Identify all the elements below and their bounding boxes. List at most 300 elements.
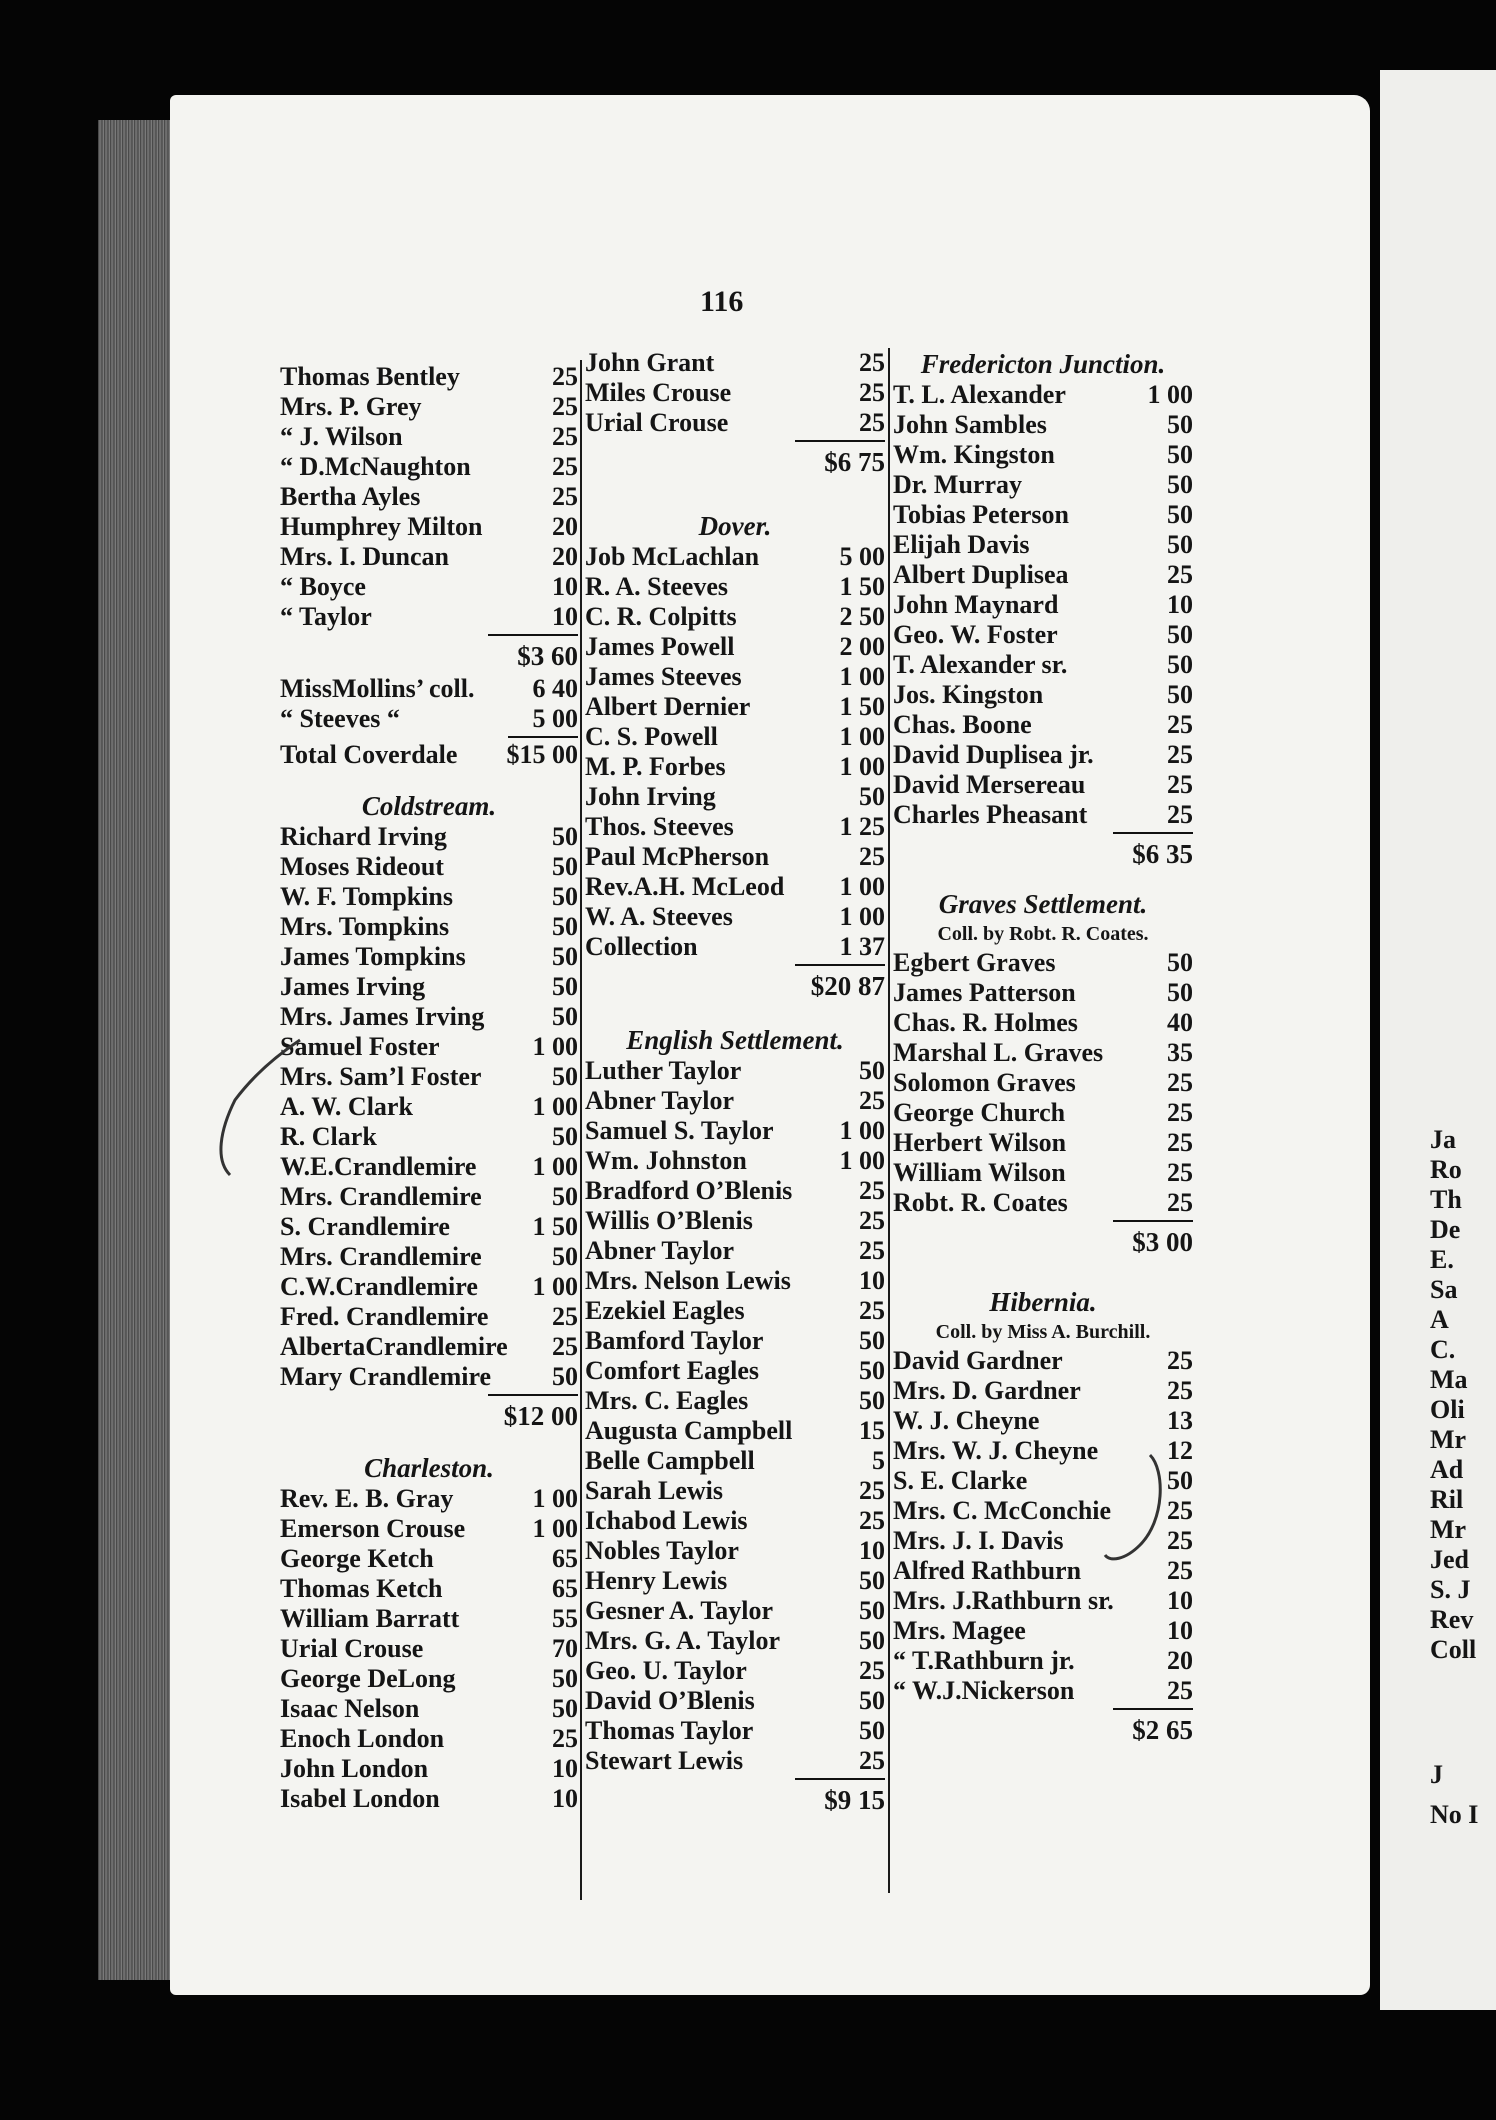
entry-row [585,1626,885,1656]
entry-row [585,1116,885,1146]
column-left [280,362,578,1814]
entry-name: Nobles Taylor [585,1536,739,1565]
entry-name: Augusta Campbell [585,1416,793,1445]
entry-amount: 25 [859,1296,885,1325]
entry-row [585,602,885,632]
entry-name: John London [280,1754,429,1783]
rule [795,1778,885,1780]
entry-row [893,1188,1193,1218]
entry-row [280,1302,578,1332]
entry-row [585,378,885,408]
facing-page-fragment [1380,70,1496,2010]
entry-row [893,620,1193,650]
section-total: $20 87 [810,971,885,1001]
entry-row [893,1346,1193,1376]
section-total: $6 35 [1132,839,1193,869]
entry-amount: 2 50 [839,602,885,631]
entry-amount: 25 [859,842,885,871]
entry-row [280,942,578,972]
entry-row [280,1272,578,1302]
entry-amount: 1 00 [839,1116,885,1145]
entry-name: John Irving [585,782,716,811]
entry-name: S. E. Clarke [893,1466,1028,1495]
entry-amount: 10 [552,572,578,601]
entry-amount: 5 [872,1446,885,1475]
entry-name: Thomas Bentley [280,362,460,391]
entry-row [585,1176,885,1206]
total-coverdale: Total Coverdale $15 00 [280,740,578,769]
entry-name: Samuel Foster [280,1032,440,1061]
entry-amount: 50 [1167,620,1193,649]
entry-row [893,440,1193,470]
entry-row [585,1476,885,1506]
fragment: J [1430,1760,1443,1789]
entry-amount: 1 50 [839,572,885,601]
entry-name: Job McLachlan [585,542,760,571]
entry-row [585,842,885,872]
entry-row [893,650,1193,680]
entry-name: David O’Blenis [585,1686,755,1715]
entry-row [585,1746,885,1776]
entry-name: George Ketch [280,1544,434,1573]
entry-name: Comfort Eagles [585,1356,760,1385]
column-divider [580,360,582,1900]
fragment: C. [1430,1335,1456,1364]
section-heading: English Settlement. [626,1025,844,1055]
entry-amount: 1 00 [532,1152,578,1181]
entry-amount: 50 [552,1664,578,1693]
entry-row [280,1544,578,1574]
entry-amount: 50 [859,1626,885,1655]
entry-row [585,872,885,902]
entry-amount: 25 [552,1302,578,1331]
section-heading: Coldstream. [361,791,497,821]
entry-name: S. Crandlemire [280,1212,450,1241]
entry-amount: 50 [552,1122,578,1151]
entry-amount: 1 00 [839,1146,885,1175]
entry-name: Mrs. Crandlemire [280,1242,482,1271]
entry-name: Mrs. C. McConchie [893,1496,1112,1525]
entry-name: Mrs. James Irving [280,1002,485,1031]
entry-row [585,902,885,932]
entry-row [585,692,885,722]
entry-name: R. Clark [280,1122,377,1151]
entry-amount: 25 [859,348,885,377]
entry-name: David Duplisea jr. [893,740,1094,769]
entry-row [893,560,1193,590]
entry-row [280,1062,578,1092]
entry-row [893,500,1193,530]
entry-name: “ W.J.Nickerson [893,1676,1075,1705]
entry-amount: 50 [859,1356,885,1385]
entry-row [280,1514,578,1544]
entry-row [585,408,885,438]
section-total: $12 00 [503,1401,578,1431]
entry-name: Albert Duplisea [893,560,1069,589]
entry-name: W. A. Steeves [585,902,733,931]
entry-amount: 15 [859,1416,885,1445]
entry-name: Mrs. Magee [893,1616,1026,1645]
entry-amount: 10 [859,1266,885,1295]
entry-row [893,1038,1193,1068]
entry-row [585,1536,885,1566]
entry-row [280,1634,578,1664]
rule [795,440,885,442]
entry-name: Isaac Nelson [280,1694,420,1723]
entry-row [280,512,578,542]
entry-row [893,680,1193,710]
entry-amount: 25 [552,1724,578,1753]
entry-amount: 50 [1167,410,1193,439]
entry-name: Tobias Peterson [893,500,1069,529]
entry-name: Humphrey Milton [280,512,483,541]
entry-row [280,392,578,422]
entry-row [280,1152,578,1182]
fragment: De [1430,1215,1461,1244]
entry-amount: 25 [1167,560,1193,589]
entry-row [893,1008,1193,1038]
entry-row [585,1686,885,1716]
entry-name: Stewart Lewis [585,1746,744,1775]
entry-row [893,410,1193,440]
entry-amount: 25 [552,452,578,481]
entry-amount: 50 [859,1716,885,1745]
entry-row [585,348,885,378]
entry-amount: 50 [859,1596,885,1625]
section-heading: Fredericton Junction. [920,349,1166,379]
entry-name: Charles Pheasant [893,800,1088,829]
entry-row [280,1604,578,1634]
entry-name: Marshal L. Graves [893,1038,1104,1067]
fragment: Ma [1430,1365,1468,1394]
entry-amount: 25 [859,1746,885,1775]
entry-name: Rev. E. B. Gray [280,1484,454,1513]
entry-row [280,602,578,632]
column-right [893,348,1193,1748]
entry-amount: 50 [859,1056,885,1085]
entry-row [280,542,578,572]
entry-name: James Patterson [893,978,1076,1007]
entry-amount: 1 00 [532,1092,578,1121]
entry-name: Fred. Crandlemire [280,1302,489,1331]
entry-row [893,1098,1193,1128]
entry-name: T. Alexander sr. [893,650,1068,679]
entry-row [893,1616,1193,1646]
entry-row [280,1092,578,1122]
entry-name: James Irving [280,972,426,1001]
entry-row [585,1566,885,1596]
entry-amount: 1 00 [839,872,885,901]
entry-row [893,770,1193,800]
entry-row [280,452,578,482]
entry-amount: 25 [1167,1346,1193,1375]
entry-name: David Mersereau [893,770,1086,799]
entry-amount: 1 50 [532,1212,578,1241]
entry-amount: 70 [552,1634,578,1663]
entry-row [280,1484,578,1514]
entry-row [280,1032,578,1062]
entry-amount: 1 00 [532,1032,578,1061]
entry-amount: 50 [552,1694,578,1723]
entry-name: Mrs. P. Grey [280,392,422,421]
rule [508,736,578,738]
entry-row [893,1646,1193,1676]
entry-name: George Church [893,1098,1066,1127]
entry-row [280,1122,578,1152]
entry-row [280,972,578,1002]
entry-amount: 1 00 [532,1484,578,1513]
entry-amount: 50 [552,1182,578,1211]
entry-row [585,1236,885,1266]
entry-amount: 10 [1167,1586,1193,1615]
entry-row [280,1574,578,1604]
entry-name: W.E.Crandlemire [280,1152,477,1181]
entry-amount: 1 00 [532,1514,578,1543]
entry-row [280,1242,578,1272]
entry-amount: 25 [552,392,578,421]
entry-name: Sarah Lewis [585,1476,723,1505]
entry-row [893,710,1193,740]
page-edges [98,120,178,1980]
entry-name: “ Boyce [280,572,366,601]
entry-amount: 10 [859,1536,885,1565]
entry-row [280,822,578,852]
page-number: 116 [700,285,744,318]
entry-name: Samuel S. Taylor [585,1116,774,1145]
fredericton-junction-list [893,380,1193,830]
entry-name: Gesner A. Taylor [585,1596,774,1625]
entry-name: Mrs. D. Gardner [893,1376,1081,1405]
entry-amount: 50 [552,942,578,971]
fragment: No I [1430,1800,1479,1829]
entry-row [280,1754,578,1784]
entry-row [280,852,578,882]
entry-row [280,1784,578,1814]
entry-row [893,380,1193,410]
entry-amount: 25 [1167,740,1193,769]
fragment: Ja [1430,1125,1456,1154]
entry-row [585,542,885,572]
entry-row [585,1146,885,1176]
coldstream-list [280,822,578,1392]
section-total: $9 15 [824,1785,885,1815]
entry-name: James Powell [585,632,735,661]
entry-row [585,1056,885,1086]
entry-name: Alfred Rathburn [893,1556,1082,1585]
entry-row [585,812,885,842]
hibernia-list [893,1346,1193,1706]
entry-row [280,1212,578,1242]
entry-amount: 25 [859,1656,885,1685]
entry-amount: 10 [1167,590,1193,619]
section-heading: Graves Settlement. [938,889,1148,919]
entry-row [893,1676,1193,1706]
entry-amount: 50 [1167,500,1193,529]
entry-amount: 1 25 [839,812,885,841]
entry-amount: 50 [1167,650,1193,679]
entry-amount: 35 [1167,1038,1193,1067]
fragment: Ro [1430,1155,1462,1184]
entry-row [585,1416,885,1446]
entry-row [585,1446,885,1476]
entry-amount: 25 [1167,1068,1193,1097]
entry-name: Geo. W. Foster [893,620,1058,649]
entry-amount: 55 [552,1604,578,1633]
entry-amount: 50 [1167,978,1193,1007]
entry-row [585,572,885,602]
entry-amount: 12 [1167,1436,1193,1465]
entry-amount: 1 00 [839,752,885,781]
entry-amount: 25 [1167,770,1193,799]
entry-row [585,1716,885,1746]
entry-name: William Wilson [893,1158,1066,1187]
entry-name: Thos. Steeves [585,812,734,841]
entry-amount: 10 [552,602,578,631]
rule [1113,1220,1193,1222]
entry-name: Paul McPherson [585,842,770,871]
entry-amount: 13 [1167,1406,1193,1435]
entry-name: Thomas Ketch [280,1574,443,1603]
entry-row [585,1386,885,1416]
entry-amount: 20 [552,542,578,571]
entry-amount: 5 00 [532,704,578,733]
entry-name: Mrs. Crandlemire [280,1182,482,1211]
entry-amount: 1 00 [532,1272,578,1301]
entry-amount: 20 [552,512,578,541]
entry-name: Robt. R. Coates [893,1188,1068,1217]
fragment: Oli [1430,1395,1465,1424]
entry-amount: 6 40 [532,674,578,703]
entry-row [893,978,1193,1008]
entry-amount: 65 [552,1544,578,1573]
entry-row [893,1556,1193,1586]
entry-name: A. W. Clark [280,1092,413,1121]
entry-row [585,1506,885,1536]
entry-name: W. J. Cheyne [893,1406,1040,1435]
entry-amount: 2 00 [839,632,885,661]
entry-name: Urial Crouse [585,408,729,437]
fragment: Ril [1430,1485,1464,1514]
entry-name: John Maynard [893,590,1059,619]
entry-amount: 50 [552,912,578,941]
entry-row [585,1596,885,1626]
entry-name: Abner Taylor [585,1086,735,1115]
rule [1113,832,1193,834]
entry-name: Mrs. Tompkins [280,912,450,941]
fragment: Ad [1430,1455,1464,1484]
entry-name: James Steeves [585,662,742,691]
entry-row [893,948,1193,978]
entry-name: Mrs. W. J. Cheyne [893,1436,1099,1465]
entry-name: Mrs. I. Duncan [280,542,450,571]
column-divider [888,348,890,1893]
entry-amount: 25 [1167,710,1193,739]
entry-name: Wm. Kingston [893,440,1055,469]
rule [1113,1708,1193,1710]
entry-amount: 1 50 [839,692,885,721]
entry-name: C.W.Crandlemire [280,1272,478,1301]
entry-name: Solomon Graves [893,1068,1076,1097]
entry-name: Collection [585,932,698,961]
entry-row [280,912,578,942]
entry-name: Albert Dernier [585,692,751,721]
entry-name: Chas. Boone [893,710,1032,739]
entry-amount: 25 [859,1506,885,1535]
rule [488,1394,578,1396]
entry-amount: 25 [859,1476,885,1505]
entry-amount: 25 [1167,1098,1193,1127]
entry-row [893,800,1193,830]
section-heading: Hibernia. [989,1287,1097,1317]
entry-name: Urial Crouse [280,1634,424,1663]
entry-name: Thomas Taylor [585,1716,754,1745]
entry-name: Belle Campbell [585,1446,755,1475]
rule [488,634,578,636]
entry-amount: 25 [552,482,578,511]
entry-name: “ J. Wilson [280,422,403,451]
entry-name: Wm. Johnston [585,1146,747,1175]
entry-amount: 50 [552,972,578,1001]
entry-amount: 50 [859,1686,885,1715]
section-heading: Dover. [698,511,772,541]
entry-name: Mrs. C. Eagles [585,1386,749,1415]
entry-row [893,740,1193,770]
column-middle [585,348,885,1818]
entry-amount: 1 00 [839,722,885,751]
fragment: Rev [1430,1605,1474,1634]
entry-row [585,932,885,962]
entry-row [585,1356,885,1386]
entry-amount: 50 [552,822,578,851]
entry-name: AlbertaCrandlemire [280,1332,508,1361]
entry-name: R. A. Steeves [585,572,728,601]
entry-name: “ Steeves “ [280,704,400,733]
entry-amount: 5 00 [839,542,885,571]
continued-list [585,348,885,438]
english-settlement-list [585,1056,885,1776]
entry-row [585,752,885,782]
entry-amount: 50 [552,1362,578,1391]
entry-name: W. F. Tompkins [280,882,453,911]
entry-amount: 50 [552,1002,578,1031]
entry-row [585,1296,885,1326]
coverdale-list [280,362,578,632]
entry-name: “ D.McNaughton [280,452,471,481]
entry-amount: 40 [1167,1008,1193,1037]
entry-name: Bamford Taylor [585,1326,764,1355]
entry-name: Ezekiel Eagles [585,1296,745,1325]
entry-amount: 25 [1167,1376,1193,1405]
entry-name: Egbert Graves [893,948,1056,977]
fragment: Th [1430,1185,1462,1214]
entry-name: MissMollins’ coll. [280,674,475,703]
entry-row [280,1694,578,1724]
entry-name: Herbert Wilson [893,1128,1067,1157]
entry-row [893,1158,1193,1188]
entry-name: M. P. Forbes [585,752,726,781]
entry-row [893,1526,1193,1556]
entry-amount: 50 [1167,680,1193,709]
entry-row [280,1724,578,1754]
entry-row [280,1332,578,1362]
entry-row [585,782,885,812]
entry-name: Bertha Ayles [280,482,421,511]
entry-name: Ichabod Lewis [585,1506,748,1535]
entry-amount: 25 [859,378,885,407]
entry-row [280,1664,578,1694]
entry-row [893,1496,1193,1526]
entry-amount: 10 [552,1754,578,1783]
